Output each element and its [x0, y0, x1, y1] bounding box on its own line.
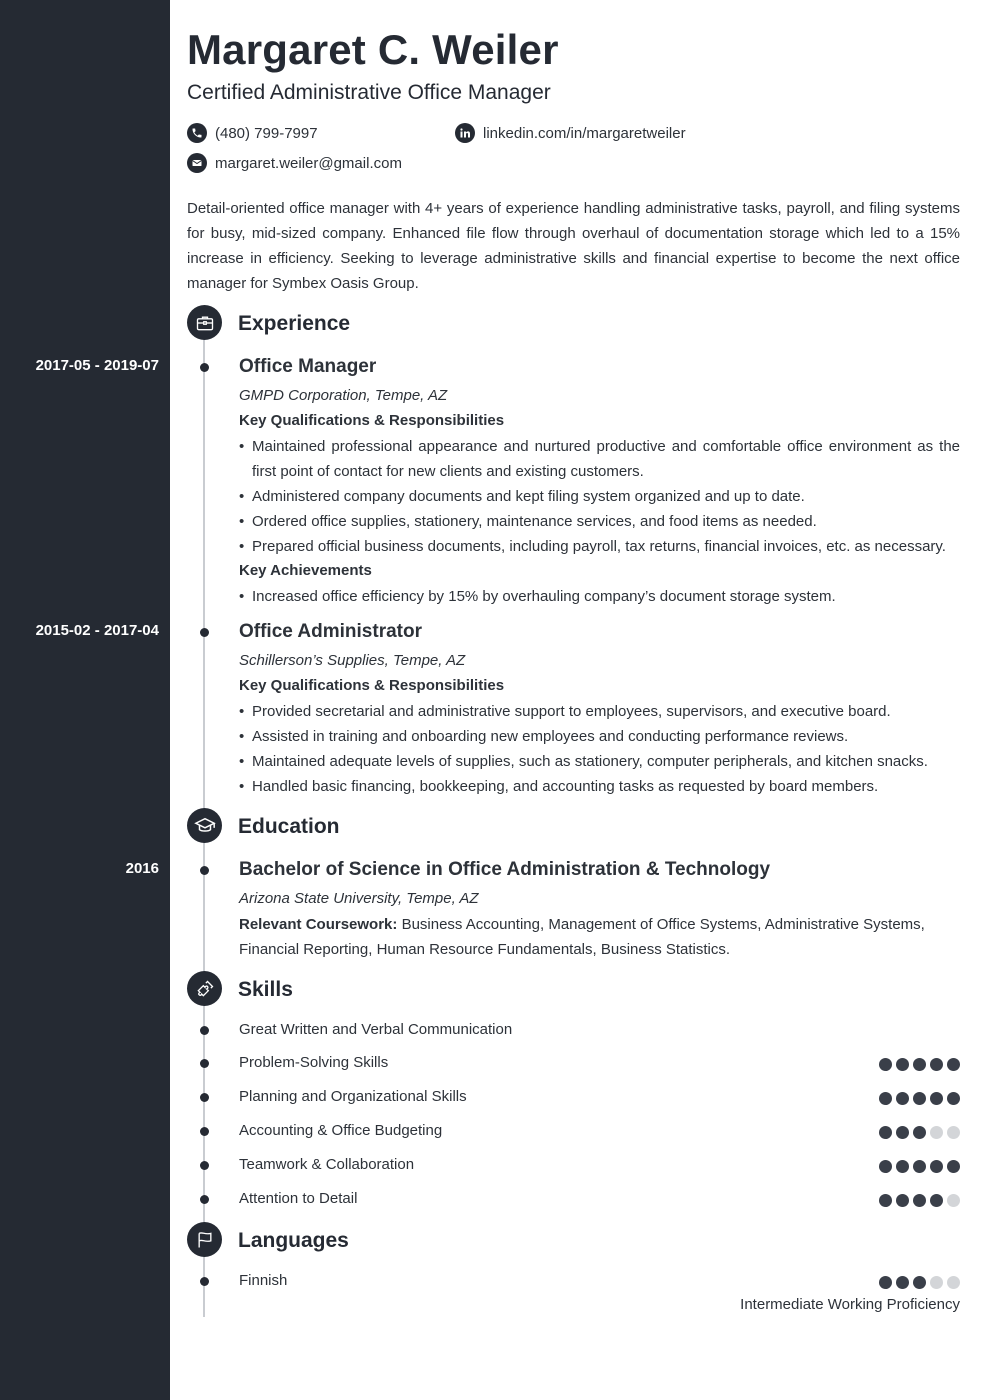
rating-dot-empty — [947, 1276, 960, 1289]
rating-dot-filled — [930, 1058, 943, 1071]
rating-dot-filled — [896, 1126, 909, 1139]
degree-title: Bachelor of Science in Office Administration & Technology — [239, 859, 771, 880]
coursework — [239, 912, 960, 962]
rating-dot-filled — [896, 1276, 909, 1289]
achievements-heading: Key Achievements — [239, 562, 372, 579]
skill-name: Attention to Detail — [239, 1190, 358, 1207]
candidate-title: Certified Administrative Office Manager — [187, 81, 551, 104]
skill-rating — [879, 1160, 960, 1173]
timeline-dot — [200, 1059, 209, 1068]
skill-rating — [879, 1194, 960, 1207]
rating-dot-empty — [930, 1126, 943, 1139]
skill-name: Great Written and Verbal Communication — [239, 1021, 513, 1038]
skill-name: Teamwork & Collaboration — [239, 1156, 415, 1173]
profile-summary: Detail-oriented office manager with 4+ years of experience handling administrative tasks, payroll, and filing systems for busy, mid-sized company. Enhanced file flow through overhaul of documentation storage which led to a 15% increase in efficiency. Seeking to leverage administrative skills and financial expertise to become the next office manager for Symbex Oasis Group. — [187, 200, 960, 292]
timeline-dot — [200, 866, 209, 875]
rating-dot-filled — [879, 1160, 892, 1173]
timeline-dot — [200, 1161, 209, 1170]
candidate-name: Margaret C. Weiler — [187, 26, 559, 73]
rating-dot-filled — [930, 1194, 943, 1207]
graduation-cap-icon — [187, 808, 222, 843]
timeline-dot — [200, 1127, 209, 1136]
achievements-list — [239, 584, 960, 609]
job-title: Office Administrator — [239, 621, 422, 642]
school-name: Arizona State University, Tempe, AZ — [239, 890, 479, 907]
education-year: 2016 — [125, 860, 159, 877]
timeline-dot — [200, 363, 209, 372]
language-name: Finnish — [239, 1272, 288, 1289]
rating-dot-filled — [930, 1092, 943, 1105]
rating-dot-filled — [896, 1160, 909, 1173]
rating-dot-filled — [913, 1160, 926, 1173]
contact-phone — [187, 123, 318, 143]
rating-dot-filled — [879, 1194, 892, 1207]
rating-dot-filled — [913, 1276, 926, 1289]
responsibilities-heading: Key Qualifications & Responsibilities — [239, 677, 505, 694]
list-item: • Maintained adequate levels of supplies, such as stationery, computer peripherals, and kitchen snacks. — [239, 749, 960, 774]
list-item: • Ordered office supplies, stationery, maintenance services, and food items as needed. — [239, 509, 960, 534]
language-level: Intermediate Working Proficiency — [740, 1296, 960, 1313]
timeline-dot — [200, 628, 209, 637]
job-company: Schillerson’s Supplies, Tempe, AZ — [239, 652, 466, 669]
left-sidebar — [0, 0, 170, 1400]
skill-name: Problem-Solving Skills — [239, 1054, 389, 1071]
job-title: Office Manager — [239, 356, 377, 377]
language-rating — [879, 1276, 960, 1289]
rating-dot-empty — [930, 1276, 943, 1289]
rating-dot-filled — [913, 1126, 926, 1139]
rating-dot-filled — [947, 1058, 960, 1071]
contact-email[interactable] — [187, 153, 402, 173]
timeline-dot — [200, 1026, 209, 1035]
flag-icon — [187, 1222, 222, 1257]
phone-icon — [187, 123, 207, 143]
phone-text: (480) 799-7997 — [215, 124, 318, 142]
timeline-dot — [200, 1093, 209, 1102]
puzzle-icon — [187, 971, 222, 1006]
timeline-dot — [200, 1195, 209, 1204]
skill-rating — [879, 1092, 960, 1105]
rating-dot-filled — [930, 1160, 943, 1173]
email-icon — [187, 153, 207, 173]
languages-heading: Languages — [238, 1229, 349, 1252]
rating-dot-filled — [896, 1092, 909, 1105]
experience-heading: Experience — [238, 312, 351, 335]
job-dates: 2015-02 - 2017-04 — [35, 622, 159, 639]
list-item: • Assisted in training and onboarding new employees and conducting performance reviews. — [239, 724, 960, 749]
education-heading: Education — [238, 815, 340, 838]
rating-dot-filled — [896, 1058, 909, 1071]
rating-dot-filled — [879, 1058, 892, 1071]
job-company: GMPD Corporation, Tempe, AZ — [239, 387, 448, 404]
responsibilities-list — [239, 699, 960, 799]
list-item: • Administered company documents and kept filing system organized and up to date. — [239, 484, 960, 509]
coursework-label: Relevant Coursework: — [239, 916, 398, 933]
skill-rating — [879, 1126, 960, 1139]
rating-dot-empty — [947, 1194, 960, 1207]
skills-heading: Skills — [238, 978, 293, 1001]
skill-name: Planning and Organizational Skills — [239, 1088, 467, 1105]
contact-linkedin[interactable] — [455, 123, 686, 143]
rating-dot-filled — [879, 1092, 892, 1105]
linkedin-icon — [455, 123, 475, 143]
list-item: • Handled basic financing, bookkeeping, and accounting tasks as requested by board members. — [239, 774, 960, 799]
rating-dot-filled — [879, 1126, 892, 1139]
responsibilities-heading: Key Qualifications & Responsibilities — [239, 412, 505, 429]
rating-dot-filled — [947, 1160, 960, 1173]
timeline-dot — [200, 1277, 209, 1286]
email-text[interactable]: margaret.weiler@gmail.com — [215, 154, 402, 172]
briefcase-icon — [187, 305, 222, 340]
list-item: • Prepared official business documents, including payroll, tax returns, financial invoices, etc. as necessary. — [239, 534, 960, 559]
rating-dot-empty — [947, 1126, 960, 1139]
rating-dot-filled — [913, 1092, 926, 1105]
rating-dot-filled — [896, 1194, 909, 1207]
skill-name: Accounting & Office Budgeting — [239, 1122, 443, 1139]
list-item: • Maintained professional appearance and nurtured productive and comfortable office environment as the first point of contact for new clients and existing customers. — [239, 434, 960, 484]
list-item: • Increased office efficiency by 15% by overhauling company’s document storage system. — [239, 584, 960, 609]
job-dates: 2017-05 - 2019-07 — [35, 357, 159, 374]
skill-rating — [879, 1058, 960, 1071]
linkedin-text[interactable]: linkedin.com/in/margaretweiler — [483, 124, 686, 142]
responsibilities-list — [239, 434, 960, 559]
rating-dot-filled — [879, 1276, 892, 1289]
list-item: • Provided secretarial and administrative support to employees, supervisors, and executive board. — [239, 699, 960, 724]
rating-dot-filled — [947, 1092, 960, 1105]
rating-dot-filled — [913, 1194, 926, 1207]
rating-dot-filled — [913, 1058, 926, 1071]
coursework-list: Business Accounting, Management of Office Systems, Administrative Systems, Financial Reporting, Human Resource Fundamentals, Business Statistics. — [239, 916, 925, 958]
